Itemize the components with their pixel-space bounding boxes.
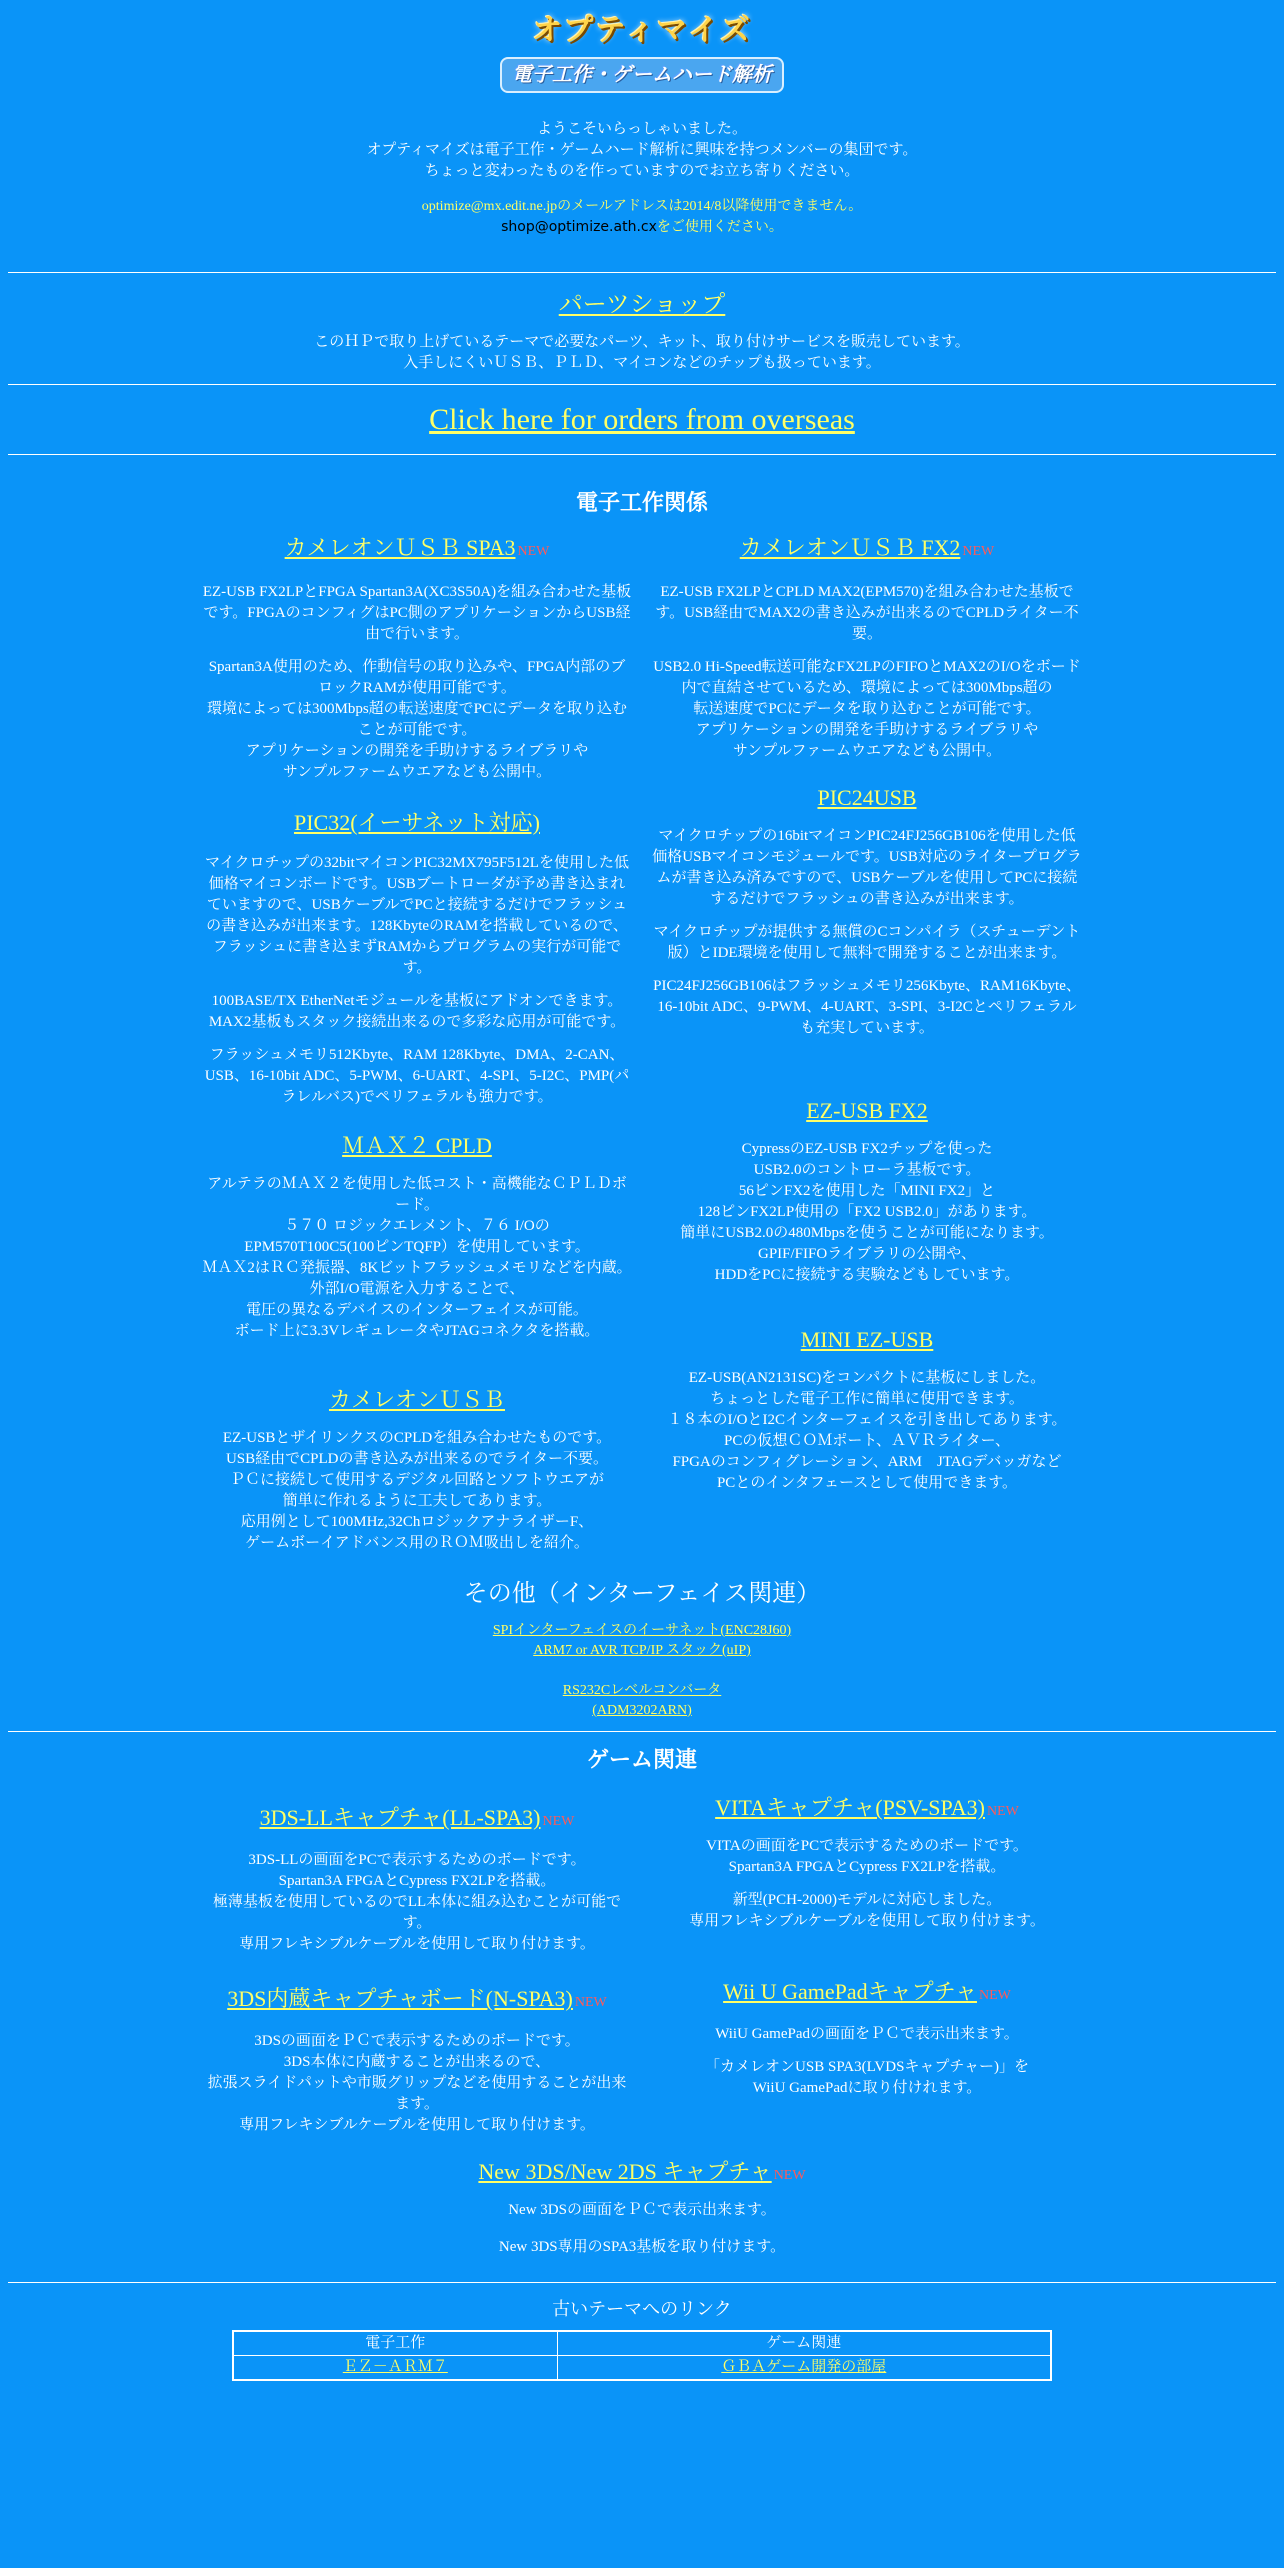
product-desc: PIC24FJ256GB106はフラッシュメモリ256Kbyte、RAM16Kbyte、16-10bit ADC、9-PWM、4-UART、3-SPI、3-I2Cとペリフェラルも充実しています。 bbox=[653, 977, 1081, 1036]
product-desc: 新型(PCH-2000)モデルに対応しました。 専用フレキシブルケーブルを使用して取り付けます。 bbox=[689, 1892, 1045, 1930]
product-title-link[interactable]: PIC24USB bbox=[817, 784, 917, 810]
product-desc: マイクロチップが提供する無償のCコンパイラ（スチューデント版）とIDE環境を使用して無料で開発することが出来ます。 bbox=[653, 923, 1081, 961]
product-desc: EZ-USB FX2LPとFPGA Spartan3A(XC3S50A)を組み合わせた基板です。FPGAのコンフィグはPC側のアプリケーションからUSB経由で行います。 bbox=[202, 583, 632, 642]
product-desc: EZ-USB FX2LPとCPLD MAX2(EPM570)を組み合わせた基板です。USB経由でMAX2の書き込みが出来るのでCPLDライター不要。 bbox=[655, 583, 1079, 642]
new-badge: NEW bbox=[986, 1804, 1019, 1820]
product-chameleon-spa3 bbox=[202, 534, 632, 783]
divider bbox=[8, 384, 1276, 385]
games-left-column bbox=[202, 1794, 632, 2136]
new-badge: NEW bbox=[962, 543, 995, 559]
product-title-link[interactable]: VITAキャプチャ(PSV-SPA3) bbox=[715, 1795, 985, 1821]
site-logo bbox=[0, 0, 1284, 93]
mail-notice-line: optimize@mx.edit.ne.jpのメールアドレスは2014/8以降使用できません。 bbox=[421, 198, 863, 214]
mail-suffix: をご使用ください。 bbox=[656, 219, 783, 235]
other-links bbox=[0, 1621, 1284, 1721]
old-themes-heading: 古いテーマへのリンク bbox=[552, 2299, 732, 2320]
new-badge: NEW bbox=[517, 543, 550, 559]
product-desc: 3DS-LLの画面をPCで表示するためのボードです。 Spartan3A FPGAとCypress FX2LPを搭載。 極薄基板を使用しているのでLL本体に組み込むことが可能です。 専用フレキシブルケーブルを使用して取り付けます。 bbox=[212, 1852, 622, 1953]
other-link-uip[interactable]: ARM7 or AVR TCP/IP スタック(uIP) bbox=[533, 1642, 751, 1658]
parts-shop-link[interactable]: パーツショップ bbox=[558, 291, 726, 318]
electronics-right-column bbox=[652, 534, 1082, 1554]
product-title-link[interactable]: カメレオンＵＳＢ bbox=[328, 1386, 505, 1412]
product-title-link[interactable]: カメレオンＵＳＢ SPA3 bbox=[284, 534, 516, 560]
product-desc: VITAの画面をPCで表示するためのボードです。 Spartan3A FPGAとCypress FX2LPを搭載。 bbox=[706, 1838, 1028, 1876]
product-title-link[interactable]: New 3DS/New 2DS キャプチャ bbox=[478, 2159, 772, 2185]
intro-line: オプティマイズは電子工作・ゲームハード解析に興味を持つメンバーの集団です。 bbox=[366, 141, 918, 158]
mail-notice-line2 bbox=[0, 217, 1284, 238]
intro-line: ちょっと変わったものを作っていますのでお立ち寄りください。 bbox=[424, 162, 860, 179]
product-pic24usb bbox=[652, 784, 1082, 1039]
electronics-left-column bbox=[202, 534, 632, 1554]
product-3ds-ll-capture bbox=[202, 1804, 632, 1955]
table-row bbox=[233, 2355, 1051, 2379]
table-row bbox=[233, 2331, 1051, 2355]
new-badge: NEW bbox=[542, 1814, 575, 1830]
product-title-link[interactable]: EZ-USB FX2 bbox=[806, 1097, 928, 1123]
product-desc: アルテラのＭＡＸ２を使用した低コスト・高機能なＣＰＬＤボード。 ５７０ ロジックエレメント、７６ I/Oの EPM570T100C5(100ピンTQFP）を使用しています。 ＭＡＸ2はＲＣ発振器、8Kビットフラッシュメモリなどを内蔵。 外部I/O電源を入力することで、 電圧の異なるデバイスのインターフェイスが可能。 ボード上に3.3VレギュレータやJTAGコネクタを搭載。 bbox=[202, 1175, 632, 1339]
product-desc: 「カメレオンUSB SPA3(LVDSキャプチャー)」を WiiU GamePadに取り付けれます。 bbox=[705, 2059, 1029, 2097]
table-header-electronics: 電子工作 bbox=[233, 2331, 557, 2355]
intro-line: ようこそいらっしゃいました。 bbox=[536, 120, 747, 137]
old-link-gba-dev[interactable]: ＧＢＡゲーム開発の部屋 bbox=[721, 2358, 887, 2375]
product-desc: Spartan3A使用のため、作動信号の取り込みや、FPGA内部のブロックRAMが使用可能です。 環境によっては300Mbps超の転送速度でPCにデータを取り込むことが可能です。 アプリケーションの開発を手助けするライブラリや サンプルファームウエアなども公開中。 bbox=[206, 658, 628, 780]
electronics-grid bbox=[202, 534, 1082, 1554]
product-desc: New 3DS専用のSPA3基板を取り付けます。 bbox=[498, 2239, 786, 2256]
intro-text bbox=[0, 119, 1284, 182]
product-desc: EZ-USBとザイリンクスのCPLDを組み合わせたものです。 USB経由でCPLDの書き込みが出来るのでライター不要。 ＰＣに接続して使用するデジタル回路とソフトウエアが 簡単に作れるように工夫してあります。 応用例として100MHz,32ChロジックアナライザーF、 ゲームボーイアドバンス用のＲＯＭ吸出しを紹介。 bbox=[222, 1429, 612, 1551]
new-badge: NEW bbox=[773, 2168, 806, 2184]
divider bbox=[8, 272, 1276, 273]
product-title-link[interactable]: ＭＡＸ２ CPLD bbox=[342, 1132, 492, 1158]
mail-address: shop@optimize.ath.cx bbox=[501, 218, 657, 235]
old-themes-table bbox=[232, 2330, 1052, 2380]
games-grid bbox=[202, 1794, 1082, 2136]
product-3ds-internal-capture bbox=[202, 1985, 632, 2136]
product-desc: CypressのEZ-USB FX2チップを使った USB2.0のコントローラ基板です。 56ピンFX2を使用した「MINI FX2」と 128ピンFX2LP使用の「FX2 USB2.0」があります。 簡単にUSB2.0の480Mbpsを使うことが可能になります。 GPIF/FIFOライブラリの公開や、 HDDをPCに接続する実験などもしています。 bbox=[680, 1140, 1054, 1283]
product-desc: New 3DSの画面をＰＣで表示出来ます。 bbox=[508, 2202, 776, 2219]
product-desc: 3DSの画面をＰＣで表示するためのボードです。 3DS本体に内蔵することが出来るので、 拡張スライドパットや市販グリップなどを使用することが出来ます。 専用フレキシブルケーブルを使用して取り付けます。 bbox=[207, 2033, 627, 2134]
other-link-rs232c[interactable]: RS232Cレベルコンバータ bbox=[562, 1682, 722, 1698]
product-desc: マイクロチップの32bitマイコンPIC32MX795F512Lを使用した低価格マイコンボードです。USBブートローダが予め書き込まれていますので、USBケーブルでPCと接続するだけでフラッシュの書き込みが出来ます。128KbyteのRAMを搭載しているので、フラッシュに書き込まずRAMからプログラムの実行が可能です。 bbox=[205, 854, 629, 976]
product-title-link[interactable]: MINI EZ-USB bbox=[800, 1326, 934, 1352]
other-link-adm3202arn[interactable]: (ADM3202ARN) bbox=[592, 1702, 692, 1718]
games-right-column bbox=[652, 1794, 1082, 2136]
product-desc: マイクロチップの16bitマイコンPIC24FJ256GB106を使用した低価格USBマイコンモジュールです。USB対応のライタープログラムが書き込み済みですので、USBケーブルを使用してPCに接続するだけでフラッシュの書き込みが出来ます。 bbox=[652, 827, 1082, 907]
electronics-heading: 電子工作関係 bbox=[575, 491, 708, 517]
product-desc: USB2.0 Hi-Speed転送可能なFX2LPのFIFOとMAX2のI/Oをボード内で直結させているため、環境によっては300Mbps超の 転送速度でPCにデータを取り込むことが可能です。 アプリケーションの開発を手助けするライブラリや サンプルファームウエアなども公開中。 bbox=[653, 658, 1081, 759]
table-cell bbox=[233, 2355, 557, 2379]
games-heading: ゲーム関連 bbox=[586, 1747, 697, 1773]
table-cell bbox=[557, 2355, 1051, 2379]
table-header-games: ゲーム関連 bbox=[557, 2331, 1051, 2355]
product-title-link[interactable]: Wii U GamePadキャプチャ bbox=[723, 1979, 977, 2005]
shop-desc-line: このＨＰで取り上げているテーマで必要なパーツ、キット、取り付けサービスを販売しています。 bbox=[314, 334, 970, 351]
divider bbox=[8, 2282, 1276, 2283]
product-title-link[interactable]: 3DS-LLキャプチャ(LL-SPA3) bbox=[259, 1805, 541, 1831]
mail-notice bbox=[0, 196, 1284, 238]
other-heading: その他（インターフェイス関連） bbox=[463, 1580, 821, 1607]
product-title-link[interactable]: カメレオンＵＳＢ FX2 bbox=[739, 534, 961, 560]
product-vita-capture bbox=[652, 1794, 1082, 1932]
product-title-link[interactable]: 3DS内蔵キャプチャボード(N-SPA3) bbox=[227, 1986, 573, 2012]
product-mini-ez-usb bbox=[652, 1326, 1082, 1494]
product-max2-cpld bbox=[202, 1132, 632, 1342]
old-link-ez-arm7[interactable]: ＥＺ－ＡＲＭ７ bbox=[342, 2358, 448, 2375]
overseas-orders-link[interactable]: Click here for orders from overseas bbox=[429, 403, 855, 437]
other-link-enc28j60[interactable]: SPIインターフェイスのイーサネット(ENC28J60) bbox=[492, 1622, 792, 1638]
product-ez-usb-fx2 bbox=[652, 1097, 1082, 1286]
new-badge: NEW bbox=[978, 1988, 1011, 2004]
shop-desc-line: 入手しにくいＵＳＢ、ＰＬＤ、マイコンなどのチップも扱っています。 bbox=[403, 355, 881, 372]
product-desc: 100BASE/TX EtherNetモジュールを基板にアドオンできます。MAX2基板もスタック接続出来るので多彩な応用が可能です。 bbox=[208, 992, 626, 1030]
product-desc: フラッシュメモリ512Kbyte、RAM 128Kbyte、DMA、2-CAN、USB、16-10bit ADC、5-PWM、6-UART、4-SPI、5-I2C、PMP(パラレルバス)でペリフェラルも強力です。 bbox=[204, 1046, 630, 1105]
new-badge: NEW bbox=[574, 1995, 607, 2011]
logo-title: オプティマイズ bbox=[532, 13, 752, 48]
product-new-3ds-capture bbox=[0, 2158, 1284, 2258]
product-desc: EZ-USB(AN2131SC)をコンパクトに基板にしました。 ちょっとした電子工作に簡単に使用できます。 １８本のI/OとI2Cインターフェイスを引き出してあります。 PCの仮想ＣＯＭポート、ＡＶＲライター、 FPGAのコンフィグレーション、ARM JTAGデバッガなど PCとのインタフェースとして使用できます。 bbox=[667, 1369, 1067, 1491]
product-desc: WiiU GamePadの画面をＰＣで表示出来ます。 bbox=[715, 2026, 1019, 2043]
shop-description bbox=[0, 332, 1284, 374]
logo-subtitle: 電子工作・ゲームハード解析 bbox=[500, 57, 784, 93]
product-pic32 bbox=[202, 809, 632, 1108]
product-title-link[interactable]: PIC32(イーサネット対応) bbox=[293, 809, 540, 835]
product-wiiu-gamepad-capture bbox=[652, 1978, 1082, 2099]
product-chameleon-usb bbox=[202, 1386, 632, 1554]
product-chameleon-fx2 bbox=[652, 534, 1082, 762]
